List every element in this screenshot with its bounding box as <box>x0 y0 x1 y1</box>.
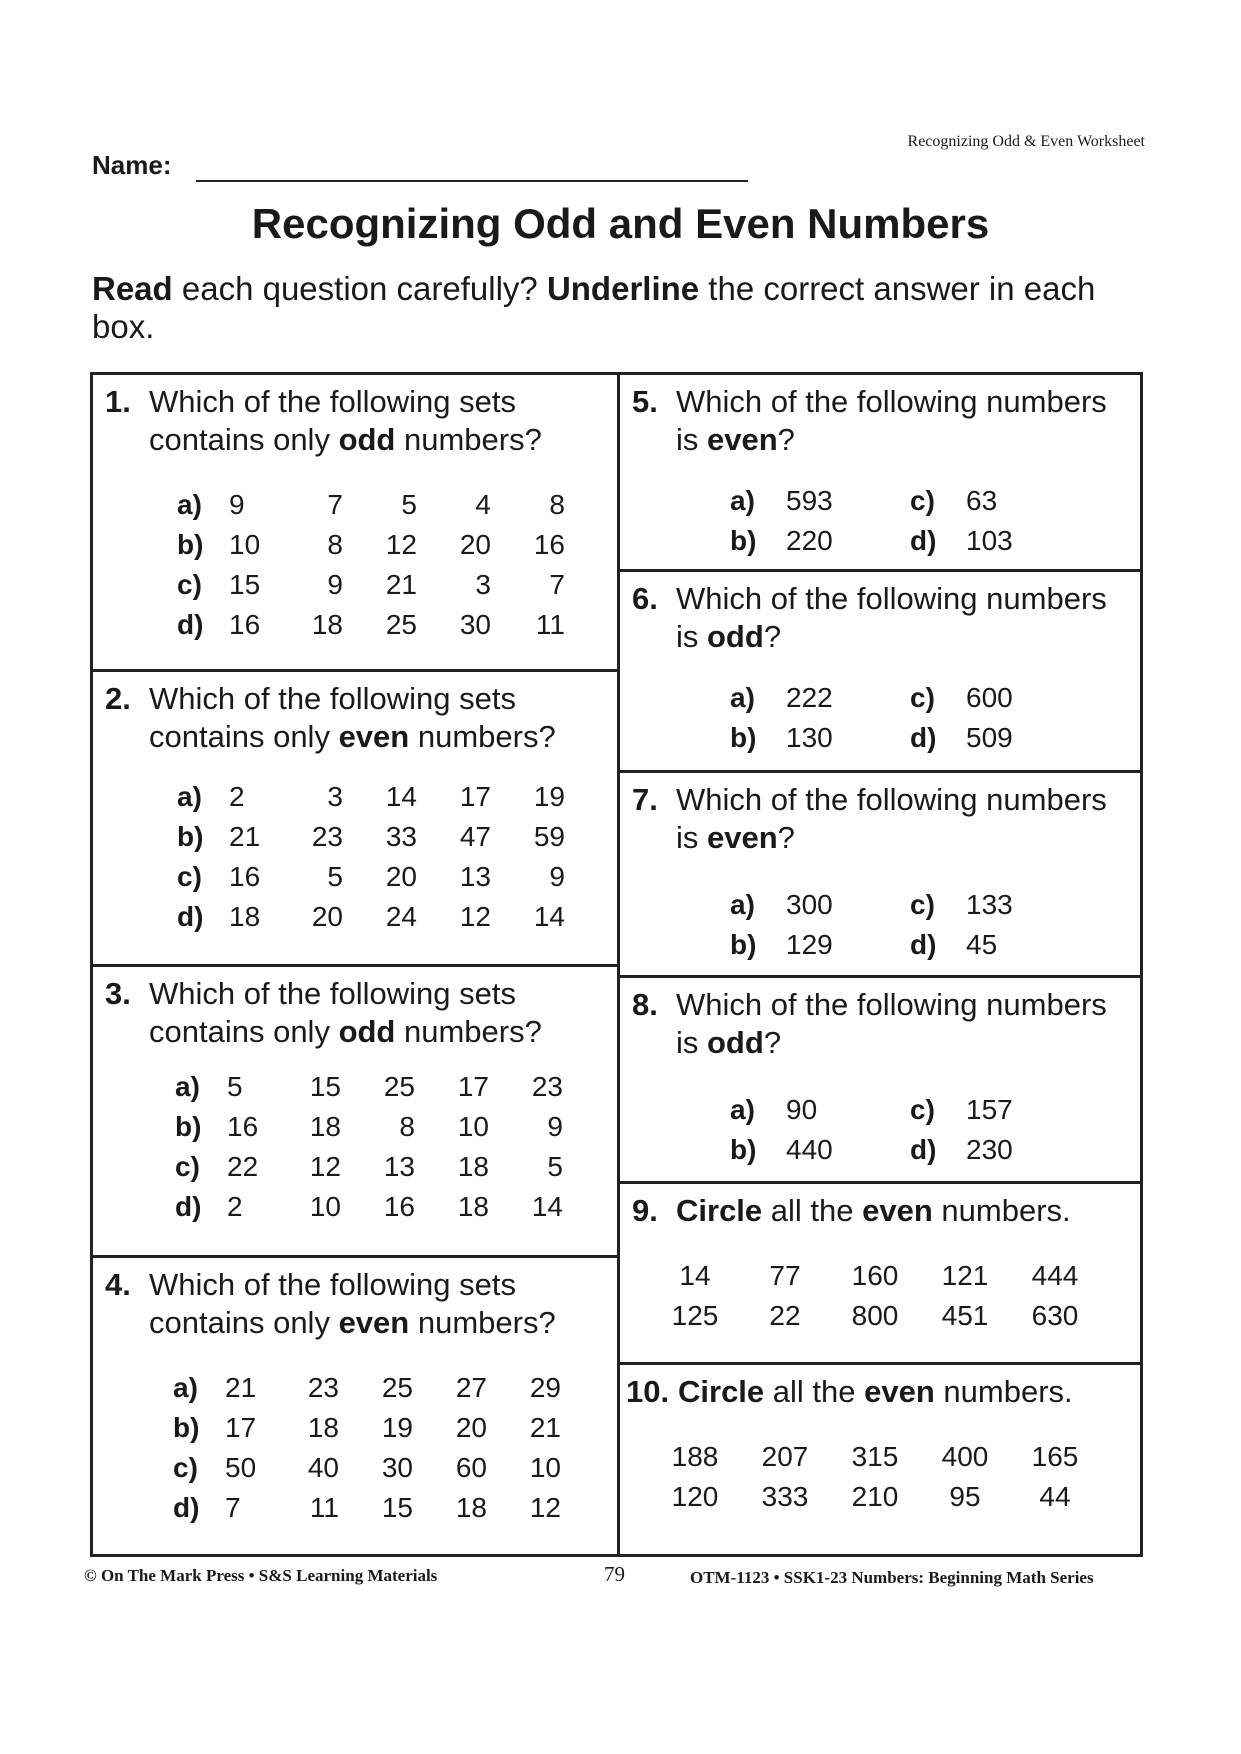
option-letter: d) <box>910 525 937 556</box>
instructions <box>92 270 1152 346</box>
question-number: 8. <box>632 987 658 1022</box>
option-value: 18 <box>455 1492 487 1523</box>
instr-read: Read <box>92 270 173 307</box>
option-row[interactable] <box>177 565 565 605</box>
option-value[interactable]: 222 <box>786 682 833 713</box>
number-grid <box>650 1437 1100 1517</box>
worksheet-tag: Recognizing Odd & Even Worksheet <box>907 133 1145 150</box>
option-value: 18 <box>307 1412 339 1443</box>
instr-underline: Underline <box>546 270 700 307</box>
option-set <box>173 1368 561 1528</box>
option-letter: a) <box>730 889 755 920</box>
option-value[interactable]: 300 <box>786 889 833 920</box>
option-value: 3 <box>475 569 491 600</box>
option-pairs <box>730 1090 1090 1170</box>
question-number: 6. <box>632 581 658 616</box>
option-letter: d) <box>173 1492 200 1523</box>
option-letter: b) <box>730 929 757 960</box>
question-box-4 <box>90 1255 620 1557</box>
footer-copyright: © On The Mark Press • S&S Learning Materials <box>84 1566 438 1585</box>
option-value[interactable]: 230 <box>966 1134 1013 1165</box>
number-item[interactable]: 125 <box>671 1300 719 1331</box>
question-number: 4. <box>105 1267 131 1302</box>
option-value: 20 <box>455 1412 487 1443</box>
option-letter: c) <box>910 682 935 713</box>
option-value: 9 <box>229 489 245 520</box>
option-letter: c) <box>910 889 935 920</box>
number-item[interactable]: 207 <box>761 1441 809 1472</box>
option-value: 25 <box>385 609 417 640</box>
number-item[interactable]: 315 <box>851 1441 899 1472</box>
option-letter: c) <box>175 1151 200 1182</box>
option-set <box>177 777 565 937</box>
option-letter: a) <box>173 1372 198 1403</box>
option-row[interactable] <box>175 1147 563 1187</box>
option-value: 9 <box>549 861 565 892</box>
option-value: 18 <box>457 1191 489 1222</box>
option-value: 19 <box>381 1412 413 1443</box>
option-value: 9 <box>547 1111 563 1142</box>
option-row[interactable] <box>177 777 565 817</box>
number-row <box>650 1477 1100 1517</box>
question-number: 2. <box>105 681 131 716</box>
option-value: 7 <box>225 1492 241 1523</box>
number-item[interactable]: 121 <box>941 1260 989 1291</box>
answer-row <box>730 885 1090 925</box>
question-number: 7. <box>632 782 658 817</box>
option-letter: c) <box>910 485 935 516</box>
option-value: 40 <box>307 1452 339 1483</box>
option-value[interactable]: 63 <box>966 485 998 516</box>
option-value: 5 <box>401 489 417 520</box>
question-number: 5. <box>632 384 658 419</box>
option-value: 23 <box>307 1372 339 1403</box>
option-value: 10 <box>529 1452 561 1483</box>
number-item[interactable]: 444 <box>1031 1260 1079 1291</box>
option-row[interactable] <box>177 857 565 897</box>
question-text: Circle all the even numbers. <box>676 1193 1071 1228</box>
option-value: 11 <box>535 609 565 640</box>
option-letter: c) <box>173 1452 198 1483</box>
option-value: 21 <box>229 821 261 852</box>
page-number: 79 <box>604 1562 625 1586</box>
question-number: 9. <box>632 1193 658 1228</box>
option-value: 27 <box>455 1372 487 1403</box>
option-value[interactable]: 509 <box>966 722 1013 753</box>
option-letter: c) <box>177 861 202 892</box>
option-set <box>175 1067 563 1227</box>
answer-row <box>730 925 1090 965</box>
question-text: Which of the following numbers is even? <box>676 782 1107 855</box>
number-row <box>650 1437 1100 1477</box>
option-letter: a) <box>730 485 755 516</box>
option-pairs <box>730 481 1090 561</box>
option-letter: b) <box>730 722 757 753</box>
number-item[interactable]: 165 <box>1031 1441 1079 1472</box>
option-value: 13 <box>459 861 491 892</box>
option-pairs <box>730 885 1090 965</box>
option-value: 15 <box>309 1071 341 1102</box>
option-value: 14 <box>531 1191 563 1222</box>
option-value[interactable]: 130 <box>786 722 833 753</box>
option-value: 20 <box>311 901 343 932</box>
answer-row <box>730 521 1090 561</box>
option-value[interactable]: 600 <box>966 682 1013 713</box>
option-value: 12 <box>309 1151 341 1182</box>
option-value[interactable]: 593 <box>786 485 833 516</box>
option-value[interactable]: 157 <box>966 1094 1013 1125</box>
option-value: 13 <box>383 1151 415 1182</box>
option-value: 8 <box>549 489 565 520</box>
option-value: 2 <box>227 1191 243 1222</box>
option-value: 2 <box>229 781 245 812</box>
option-row[interactable] <box>175 1107 563 1147</box>
option-letter: b) <box>177 821 204 852</box>
question-box-6 <box>617 569 1143 773</box>
option-value: 20 <box>459 529 491 560</box>
option-value: 12 <box>385 529 417 560</box>
question-text: Which of the following sets contains only even numbers? <box>149 681 556 754</box>
option-value: 8 <box>399 1111 415 1142</box>
number-item[interactable]: 120 <box>671 1481 719 1512</box>
option-letter: b) <box>175 1111 202 1142</box>
number-item[interactable]: 95 <box>949 1481 981 1512</box>
question-box-8 <box>617 975 1143 1184</box>
option-value: 18 <box>457 1151 489 1182</box>
option-row[interactable] <box>175 1187 563 1227</box>
question-number: 3. <box>105 976 131 1011</box>
option-value: 15 <box>229 569 261 600</box>
option-row[interactable] <box>173 1408 561 1448</box>
option-letter: a) <box>730 682 755 713</box>
option-letter: a) <box>177 781 202 812</box>
option-value: 18 <box>311 609 343 640</box>
option-value: 30 <box>381 1452 413 1483</box>
question-box-3 <box>90 964 620 1258</box>
number-item[interactable]: 800 <box>851 1300 899 1331</box>
number-item[interactable]: 333 <box>761 1481 809 1512</box>
question-text: Which of the following sets contains only even numbers? <box>149 1267 556 1340</box>
option-value[interactable]: 103 <box>966 525 1013 556</box>
option-value[interactable]: 129 <box>786 929 833 960</box>
option-row[interactable] <box>177 817 565 857</box>
option-value: 10 <box>229 529 261 560</box>
option-value: 12 <box>459 901 491 932</box>
option-value: 5 <box>327 861 343 892</box>
number-item[interactable]: 160 <box>851 1260 899 1291</box>
option-letter: b) <box>730 525 757 556</box>
option-value: 7 <box>327 489 343 520</box>
number-item[interactable]: 630 <box>1031 1300 1079 1331</box>
option-letter: a) <box>175 1071 200 1102</box>
option-value: 30 <box>459 609 491 640</box>
answer-row <box>730 1090 1090 1130</box>
option-value: 21 <box>529 1412 561 1443</box>
option-value: 29 <box>529 1372 561 1403</box>
answer-row <box>730 1130 1090 1170</box>
number-item[interactable]: 22 <box>769 1300 801 1331</box>
option-set <box>177 485 565 645</box>
option-value: 60 <box>455 1452 487 1483</box>
option-letter: a) <box>177 489 202 520</box>
option-value: 11 <box>309 1492 339 1523</box>
option-value[interactable]: 45 <box>966 929 998 960</box>
option-letter: b) <box>730 1134 757 1165</box>
option-row[interactable] <box>177 525 565 565</box>
question-number: 1. <box>105 384 131 419</box>
option-value: 14 <box>385 781 417 812</box>
option-letter: d) <box>910 1134 937 1165</box>
question-box-5 <box>617 372 1143 572</box>
option-letter: c) <box>177 569 202 600</box>
option-letter: d) <box>910 722 937 753</box>
option-value: 17 <box>459 781 491 812</box>
option-letter: c) <box>910 1094 935 1125</box>
option-value: 16 <box>227 1111 259 1142</box>
option-letter: a) <box>730 1094 755 1125</box>
option-value: 14 <box>533 901 565 932</box>
option-value[interactable]: 90 <box>786 1094 818 1125</box>
number-row <box>650 1256 1100 1296</box>
option-value: 4 <box>475 489 491 520</box>
number-item[interactable]: 400 <box>941 1441 989 1472</box>
option-value: 16 <box>229 609 261 640</box>
option-value: 25 <box>383 1071 415 1102</box>
question-text: Which of the following sets contains only odd numbers? <box>149 976 542 1049</box>
option-value: 12 <box>529 1492 561 1523</box>
option-value: 10 <box>309 1191 341 1222</box>
option-value: 7 <box>549 569 565 600</box>
option-value: 16 <box>229 861 261 892</box>
option-value: 21 <box>225 1372 257 1403</box>
option-row[interactable] <box>173 1448 561 1488</box>
option-value: 20 <box>385 861 417 892</box>
option-value: 8 <box>327 529 343 560</box>
option-value: 15 <box>381 1492 413 1523</box>
option-value: 47 <box>459 821 491 852</box>
option-value[interactable]: 133 <box>966 889 1013 920</box>
option-value[interactable]: 440 <box>786 1134 833 1165</box>
instr-text-2: the correct answer in each box. <box>92 270 1096 345</box>
question-text: Which of the following sets contains only odd numbers? <box>149 384 542 457</box>
option-value: 50 <box>225 1452 257 1483</box>
question-box-9 <box>617 1181 1143 1365</box>
option-value: 25 <box>381 1372 413 1403</box>
question-text: Which of the following numbers is odd? <box>676 581 1107 654</box>
option-letter: b) <box>177 529 204 560</box>
question-text: Which of the following numbers is even? <box>676 384 1107 457</box>
option-row[interactable] <box>177 485 565 525</box>
option-value: 16 <box>533 529 565 560</box>
option-value: 59 <box>533 821 565 852</box>
page-title: Recognizing Odd and Even Numbers <box>251 200 990 247</box>
option-value: 18 <box>309 1111 341 1142</box>
option-letter: d) <box>177 609 204 640</box>
number-item[interactable]: 188 <box>671 1441 719 1472</box>
option-value: 19 <box>533 781 565 812</box>
number-item[interactable]: 44 <box>1039 1481 1071 1512</box>
question-grid <box>90 372 1143 1557</box>
option-value: 9 <box>327 569 343 600</box>
question-number: 10. <box>626 1374 670 1409</box>
option-value[interactable]: 220 <box>786 525 833 556</box>
option-value: 22 <box>227 1151 259 1182</box>
number-item[interactable]: 14 <box>679 1260 711 1291</box>
question-box-10 <box>617 1362 1143 1557</box>
option-value: 18 <box>229 901 261 932</box>
option-value: 17 <box>225 1412 257 1443</box>
option-row[interactable] <box>173 1488 561 1528</box>
option-value: 23 <box>311 821 343 852</box>
question-box-2 <box>90 669 620 967</box>
option-value: 17 <box>457 1071 489 1102</box>
option-letter: d) <box>177 901 204 932</box>
number-item[interactable]: 77 <box>769 1260 801 1291</box>
option-letter: d) <box>175 1191 202 1222</box>
name-label: Name: <box>92 150 172 180</box>
option-row[interactable] <box>177 605 565 645</box>
number-grid <box>650 1256 1100 1336</box>
option-value: 10 <box>457 1111 489 1142</box>
question-text: Which of the following numbers is odd? <box>676 987 1107 1060</box>
option-value: 5 <box>547 1151 563 1182</box>
number-row <box>650 1296 1100 1336</box>
option-value: 23 <box>531 1071 563 1102</box>
question-box-1 <box>90 372 620 672</box>
answer-row <box>730 718 1090 758</box>
instr-text-1: each question carefully? <box>172 270 547 307</box>
option-value: 21 <box>385 569 417 600</box>
option-row[interactable] <box>173 1368 561 1408</box>
option-pairs <box>730 678 1090 758</box>
answer-row <box>730 481 1090 521</box>
option-row[interactable] <box>175 1067 563 1107</box>
option-value: 3 <box>327 781 343 812</box>
option-letter: b) <box>173 1412 200 1443</box>
answer-row <box>730 678 1090 718</box>
number-item[interactable]: 210 <box>851 1481 899 1512</box>
option-value: 5 <box>227 1071 243 1102</box>
option-value: 16 <box>383 1191 415 1222</box>
footer-series: OTM-1123 • SSK1-23 Numbers: Beginning Math Series <box>690 1568 1094 1587</box>
option-row[interactable] <box>177 897 565 937</box>
question-box-7 <box>617 770 1143 978</box>
name-field-line[interactable] <box>196 180 748 182</box>
option-value: 33 <box>385 821 417 852</box>
number-item[interactable]: 451 <box>941 1300 989 1331</box>
question-text: Circle all the even numbers. <box>678 1374 1073 1409</box>
option-letter: d) <box>910 929 937 960</box>
option-value: 24 <box>385 901 417 932</box>
